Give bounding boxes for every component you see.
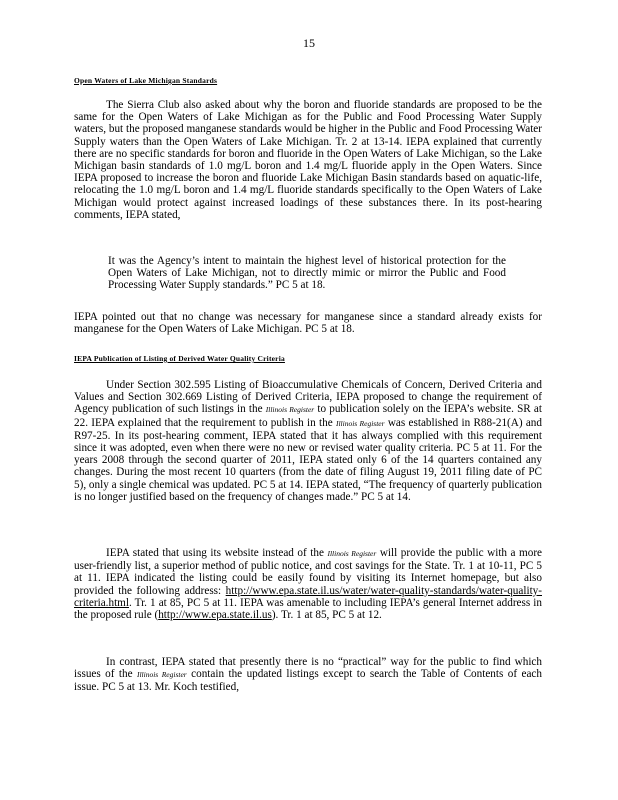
open-waters-paragraph-1: The Sierra Club also asked about why the boron and fluoride standards are proposed to be the same for the Open Waters of Lake Michigan as for the Public and Food Processing Water Supply waters, but the proposed manganese standards would be higher in the Public and Food Processing Water Supply waters than the Open Waters of Lake Michigan. Tr. 2 at 13-14. IEPA explained that currently there are no specific standards for boron and fluoride in the Open Waters of Lake Michigan, so the Lake Michigan basin standards of 1.0 mg/L boron and 1.4 mg/L fluoride apply in the Open Waters. Since IEPA proposed to increase the boron and fluoride Lake Michigan Basin standards based on aquatic-life, relocating the 1.0 mg/L boron and 1.4 mg/L fluoride standards specifically to the Open Waters of Lake Michigan would protect against increased loadings of these substances there. In its post-hearing comments, IEPA stated, (74, 99, 542, 221)
iepa-homepage-link[interactable]: http://www.epa.state.il.us (158, 609, 272, 622)
illinois-register-ref: Illinois Register (136, 670, 187, 680)
illinois-register-ref: Illinois Register (265, 405, 315, 415)
page-number: 15 (303, 36, 315, 50)
section-heading-publication: IEPA Publication of Listing of Derived Water Quality Criteria (74, 354, 285, 363)
illinois-register-ref: Illinois Register (335, 418, 385, 428)
publication-paragraph-2: IEPA stated that using its website instead of the Illinois Register will provide the public with a more user-friendly list, a superior method of public notice, and cost savings for the State. Tr. 1 at 10-11, PC 5 at 11. IEPA indicated the listing could be easily found by visiting its Internet homepage, but also provided the following address: http://www.epa.state.il.us/water/water-quality-standards/water-quality-criteria.html. Tr. 1 at 85, PC 5 at 11. IEPA was amenable to including IEPA’s general Internet address in the proposed rule (http://www.epa.state.il.us). Tr. 1 at 85, PC 5 at 12. (74, 547, 543, 622)
open-waters-paragraph-2: IEPA pointed out that no change was necessary for manganese since a standard already exists for manganese for the Open Waters of Lake Michigan. PC 5 at 18. (74, 311, 542, 336)
agency-quote: It was the Agency’s intent to maintain the highest level of historical protection for the Open Waters of Lake Michigan, not to directly mimic or mirror the Public and Food Processing Water Supply standards.” PC 5 at 18. (108, 255, 506, 292)
section-heading-open-waters: Open Waters of Lake Michigan Standards (74, 76, 218, 85)
publication-paragraph-3: In contrast, IEPA stated that presently there is no “practical” way for the public to find which issues of the Illinois Register contain the updated listings except to search the Table of Contents of each issue. PC 5 at 13. Mr. Koch testified, (74, 656, 542, 694)
illinois-register-ref: Illinois Register (327, 549, 377, 558)
publication-paragraph-1: Under Section 302.595 Listing of Bioaccumulative Chemicals of Concern, Derived Criteria and Values and Section 302.669 Listing of Derived Criteria, IEPA proposed to change the requirement of Agency publication of such listings in the Illinois Register to publication solely on the IEPA’s website. SR at 22. IEPA explained that the requirement to publish in the Illinois Register was established in R88-21(A) and R97-25. In its post-hearing comment, IEPA stated that it has always complied with this requirement since it was adopted, even when there were no new or revised water quality criteria. PC 5 at 11. For the years 2008 through the second quarter of 2011, IEPA stated only 6 of the 14 quarters contained any changes. During the most recent 10 quarters (from the date of filing August 19, 2011 filing date of PC 5), only a single chemical was updated. PC 5 at 14. IEPA stated, “The frequency of quarterly publication is no longer justified based on the frequency of changes made.” PC 5 at 14. (74, 379, 542, 503)
criteria-url-link[interactable]: http://www.epa.state.il.us/water/water-quality-standards/water-quality-criteria.html (74, 584, 542, 609)
